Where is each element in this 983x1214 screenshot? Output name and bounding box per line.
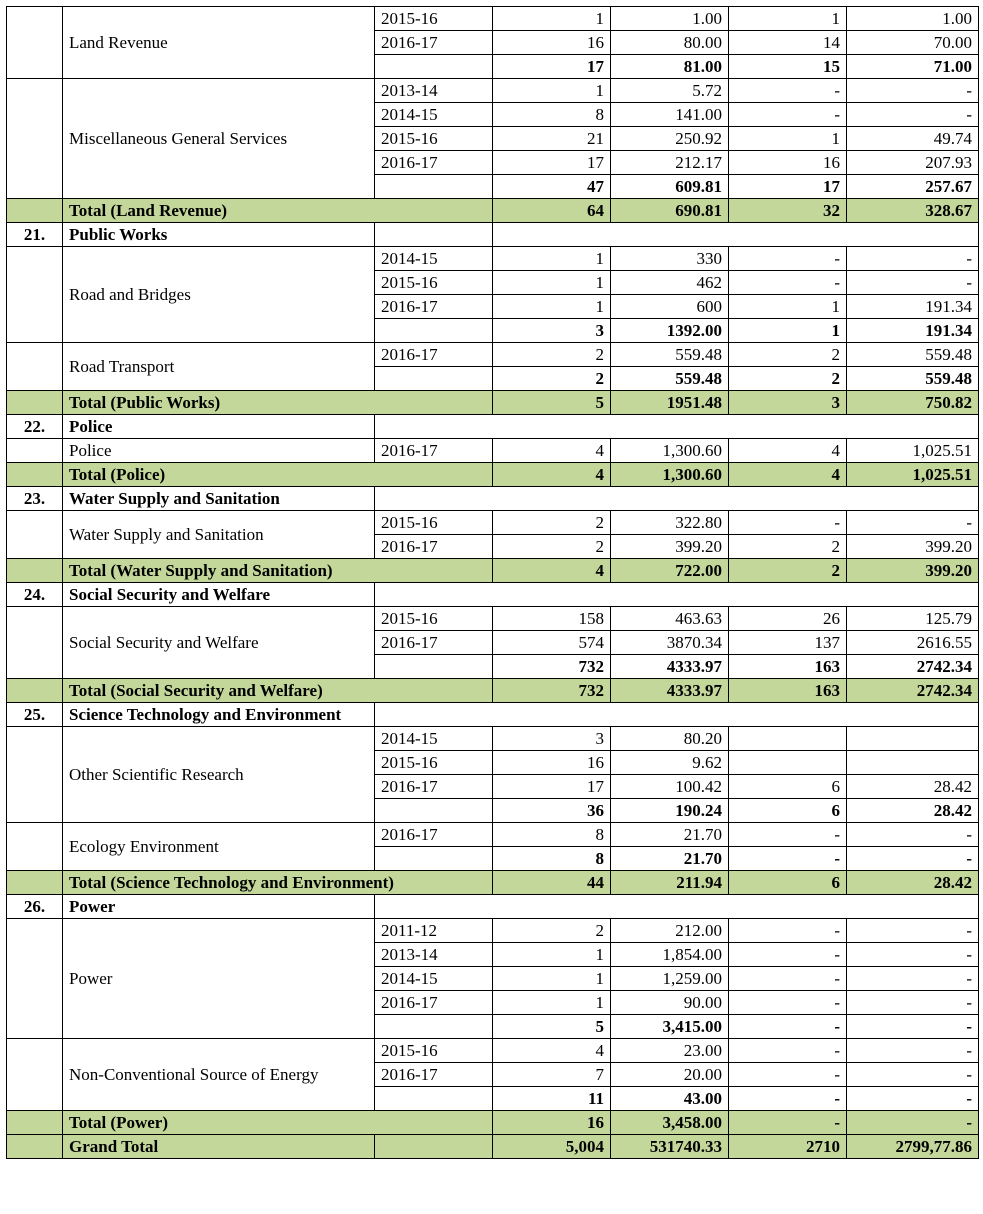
head-of-account: Land Revenue <box>63 7 375 79</box>
amount-cell: 1.00 <box>611 7 729 31</box>
empty-cell <box>375 487 493 511</box>
empty-cell <box>375 415 493 439</box>
settled-count: 6 <box>729 775 847 799</box>
year-cell: 2016-17 <box>375 31 493 55</box>
subtotal-value: - <box>847 847 979 871</box>
paras-count: 16 <box>493 31 611 55</box>
settled-amount: 1.00 <box>847 7 979 31</box>
total-value: 211.94 <box>611 871 729 895</box>
settled-count: - <box>729 103 847 127</box>
empty-cell <box>7 199 63 223</box>
table-row <box>7 7 979 31</box>
subtotal-value: 191.34 <box>847 319 979 343</box>
section-title: Public Works <box>63 223 375 247</box>
settled-count: 137 <box>729 631 847 655</box>
section-title: Water Supply and Sanitation <box>63 487 375 511</box>
settled-count: - <box>729 79 847 103</box>
paras-count: 17 <box>493 151 611 175</box>
empty-cell <box>493 415 979 439</box>
settled-count: 2 <box>729 535 847 559</box>
subtotal-value: 1392.00 <box>611 319 729 343</box>
subtotal-value: 11 <box>493 1087 611 1111</box>
index-cell <box>7 343 63 391</box>
subtotal-value: 609.81 <box>611 175 729 199</box>
total-value: 1951.48 <box>611 391 729 415</box>
empty-cell <box>375 319 493 343</box>
amount-cell: 21.70 <box>611 823 729 847</box>
subtotal-value: 3 <box>493 319 611 343</box>
amount-cell: 20.00 <box>611 1063 729 1087</box>
paras-count: 574 <box>493 631 611 655</box>
section-title: Power <box>63 895 375 919</box>
year-cell: 2015-16 <box>375 7 493 31</box>
empty-cell <box>375 895 493 919</box>
subtotal-value: 43.00 <box>611 1087 729 1111</box>
total-value: 2 <box>729 559 847 583</box>
table-row <box>7 727 979 751</box>
table-row <box>7 511 979 535</box>
section-total-row <box>7 199 979 223</box>
index-cell <box>7 7 63 79</box>
section-total-row <box>7 463 979 487</box>
table-body <box>7 7 979 1159</box>
settled-amount: 70.00 <box>847 31 979 55</box>
amount-cell: 90.00 <box>611 991 729 1015</box>
paras-count: 8 <box>493 103 611 127</box>
subtotal-value: - <box>729 1015 847 1039</box>
total-value: 32 <box>729 199 847 223</box>
amount-cell: 5.72 <box>611 79 729 103</box>
section-number: 21. <box>7 223 63 247</box>
settled-count: - <box>729 823 847 847</box>
year-cell: 2016-17 <box>375 343 493 367</box>
subtotal-value: 4333.97 <box>611 655 729 679</box>
head-of-account: Road Transport <box>63 343 375 391</box>
paras-count: 8 <box>493 823 611 847</box>
section-number: 23. <box>7 487 63 511</box>
grand-total-value: 5,004 <box>493 1135 611 1159</box>
paras-count: 1 <box>493 79 611 103</box>
empty-cell <box>375 55 493 79</box>
empty-cell <box>493 487 979 511</box>
table-row <box>7 607 979 631</box>
settled-amount: - <box>847 511 979 535</box>
index-cell <box>7 247 63 343</box>
year-cell: 2014-15 <box>375 247 493 271</box>
settled-amount: 125.79 <box>847 607 979 631</box>
head-of-account: Social Security and Welfare <box>63 607 375 679</box>
subtotal-value: 559.48 <box>611 367 729 391</box>
amount-cell: 322.80 <box>611 511 729 535</box>
total-value: - <box>847 1111 979 1135</box>
total-value: 732 <box>493 679 611 703</box>
settled-amount: 399.20 <box>847 535 979 559</box>
subtotal-value: 2742.34 <box>847 655 979 679</box>
empty-cell <box>493 223 979 247</box>
year-cell: 2014-15 <box>375 967 493 991</box>
year-cell: 2016-17 <box>375 439 493 463</box>
head-of-account: Miscellaneous General Services <box>63 79 375 199</box>
subtotal-value: 2 <box>493 367 611 391</box>
year-cell: 2014-15 <box>375 727 493 751</box>
year-cell: 2015-16 <box>375 751 493 775</box>
settled-amount: 207.93 <box>847 151 979 175</box>
year-cell: 2016-17 <box>375 991 493 1015</box>
total-value: 5 <box>493 391 611 415</box>
settled-count: - <box>729 1039 847 1063</box>
amount-cell: 1,854.00 <box>611 943 729 967</box>
paras-count: 2 <box>493 343 611 367</box>
total-value: 4 <box>493 463 611 487</box>
settled-amount: 28.42 <box>847 775 979 799</box>
index-cell <box>7 727 63 823</box>
settled-amount: - <box>847 943 979 967</box>
subtotal-value: - <box>847 1087 979 1111</box>
section-total-row <box>7 559 979 583</box>
total-value: 6 <box>729 871 847 895</box>
table-row <box>7 79 979 103</box>
year-cell: 2013-14 <box>375 79 493 103</box>
total-label: Total (Land Revenue) <box>63 199 493 223</box>
paras-count: 158 <box>493 607 611 631</box>
settled-amount: - <box>847 79 979 103</box>
total-value: 163 <box>729 679 847 703</box>
total-value: 750.82 <box>847 391 979 415</box>
settled-count: - <box>729 943 847 967</box>
paragraphs-table <box>6 6 979 1159</box>
section-title: Science Technology and Environment <box>63 703 375 727</box>
table-row <box>7 1039 979 1063</box>
paras-count: 1 <box>493 991 611 1015</box>
empty-cell <box>493 583 979 607</box>
table-row <box>7 919 979 943</box>
empty-cell <box>7 391 63 415</box>
settled-count: - <box>729 271 847 295</box>
amount-cell: 100.42 <box>611 775 729 799</box>
subtotal-value: 257.67 <box>847 175 979 199</box>
settled-count: 1 <box>729 7 847 31</box>
empty-cell <box>375 223 493 247</box>
grand-total-value: 2710 <box>729 1135 847 1159</box>
settled-amount: - <box>847 247 979 271</box>
settled-amount: - <box>847 919 979 943</box>
settled-amount: 49.74 <box>847 127 979 151</box>
paras-count: 2 <box>493 511 611 535</box>
head-of-account: Police <box>63 439 375 463</box>
settled-count: 1 <box>729 127 847 151</box>
section-number: 26. <box>7 895 63 919</box>
index-cell <box>7 607 63 679</box>
total-label: Total (Science Technology and Environment) <box>63 871 493 895</box>
section-total-row <box>7 391 979 415</box>
subtotal-value: 15 <box>729 55 847 79</box>
subtotal-value: - <box>729 1087 847 1111</box>
paras-count: 16 <box>493 751 611 775</box>
index-cell <box>7 79 63 199</box>
section-total-row <box>7 871 979 895</box>
settled-amount <box>847 727 979 751</box>
settled-count: - <box>729 967 847 991</box>
section-header-row <box>7 703 979 727</box>
empty-cell <box>375 799 493 823</box>
section-header-row <box>7 583 979 607</box>
total-value: 2742.34 <box>847 679 979 703</box>
empty-cell <box>375 703 493 727</box>
total-label: Total (Social Security and Welfare) <box>63 679 493 703</box>
paras-count: 1 <box>493 271 611 295</box>
amount-cell: 212.00 <box>611 919 729 943</box>
subtotal-value: 2 <box>729 367 847 391</box>
section-header-row <box>7 223 979 247</box>
settled-count <box>729 751 847 775</box>
empty-cell <box>375 583 493 607</box>
year-cell: 2016-17 <box>375 1063 493 1087</box>
grand-total-value: 531740.33 <box>611 1135 729 1159</box>
amount-cell: 80.00 <box>611 31 729 55</box>
subtotal-value: 47 <box>493 175 611 199</box>
paras-count: 7 <box>493 1063 611 1087</box>
year-cell: 2015-16 <box>375 127 493 151</box>
paras-count: 2 <box>493 535 611 559</box>
section-header-row <box>7 487 979 511</box>
total-value: 328.67 <box>847 199 979 223</box>
subtotal-value: 190.24 <box>611 799 729 823</box>
table-row <box>7 823 979 847</box>
year-cell: 2016-17 <box>375 295 493 319</box>
settled-amount <box>847 751 979 775</box>
subtotal-value: - <box>729 847 847 871</box>
year-cell: 2015-16 <box>375 607 493 631</box>
amount-cell: 330 <box>611 247 729 271</box>
empty-cell <box>375 1087 493 1111</box>
settled-amount: 191.34 <box>847 295 979 319</box>
subtotal-value: 3,415.00 <box>611 1015 729 1039</box>
table-row <box>7 247 979 271</box>
paras-count: 1 <box>493 967 611 991</box>
total-value: 399.20 <box>847 559 979 583</box>
settled-count: 4 <box>729 439 847 463</box>
total-value: 4 <box>493 559 611 583</box>
amount-cell: 212.17 <box>611 151 729 175</box>
grand-total-value: 2799,77.86 <box>847 1135 979 1159</box>
year-cell: 2016-17 <box>375 151 493 175</box>
empty-cell <box>375 175 493 199</box>
empty-cell <box>7 559 63 583</box>
paras-count: 4 <box>493 439 611 463</box>
section-total-row <box>7 1111 979 1135</box>
total-value: 722.00 <box>611 559 729 583</box>
paras-count: 17 <box>493 775 611 799</box>
amount-cell: 9.62 <box>611 751 729 775</box>
total-label: Total (Public Works) <box>63 391 493 415</box>
amount-cell: 399.20 <box>611 535 729 559</box>
head-of-account: Non-Conventional Source of Energy <box>63 1039 375 1111</box>
settled-count: - <box>729 1063 847 1087</box>
settled-count <box>729 727 847 751</box>
section-title: Police <box>63 415 375 439</box>
empty-cell <box>7 1111 63 1135</box>
empty-cell <box>7 463 63 487</box>
amount-cell: 463.63 <box>611 607 729 631</box>
head-of-account: Other Scientific Research <box>63 727 375 823</box>
amount-cell: 462 <box>611 271 729 295</box>
paras-count: 1 <box>493 7 611 31</box>
amount-cell: 250.92 <box>611 127 729 151</box>
head-of-account: Ecology Environment <box>63 823 375 871</box>
section-header-row <box>7 415 979 439</box>
grand-total-row <box>7 1135 979 1159</box>
amount-cell: 80.20 <box>611 727 729 751</box>
settled-count: - <box>729 919 847 943</box>
empty-cell <box>493 895 979 919</box>
year-cell: 2015-16 <box>375 1039 493 1063</box>
subtotal-value: 17 <box>493 55 611 79</box>
empty-cell <box>375 655 493 679</box>
subtotal-value: 732 <box>493 655 611 679</box>
total-value: 64 <box>493 199 611 223</box>
settled-amount: - <box>847 967 979 991</box>
year-cell: 2015-16 <box>375 271 493 295</box>
subtotal-value: 81.00 <box>611 55 729 79</box>
total-value: 4 <box>729 463 847 487</box>
amount-cell: 600 <box>611 295 729 319</box>
subtotal-value: 163 <box>729 655 847 679</box>
settled-count: 2 <box>729 343 847 367</box>
total-value: 1,300.60 <box>611 463 729 487</box>
empty-cell <box>375 367 493 391</box>
amount-cell: 1,259.00 <box>611 967 729 991</box>
year-cell: 2014-15 <box>375 103 493 127</box>
empty-cell <box>493 703 979 727</box>
empty-cell <box>375 1015 493 1039</box>
empty-cell <box>7 679 63 703</box>
subtotal-value: 17 <box>729 175 847 199</box>
subtotal-value: 5 <box>493 1015 611 1039</box>
settled-count: - <box>729 511 847 535</box>
settled-count: 14 <box>729 31 847 55</box>
total-value: 690.81 <box>611 199 729 223</box>
paras-count: 3 <box>493 727 611 751</box>
empty-cell <box>375 1135 493 1159</box>
amount-cell: 141.00 <box>611 103 729 127</box>
amount-cell: 559.48 <box>611 343 729 367</box>
section-title: Social Security and Welfare <box>63 583 375 607</box>
amount-cell: 1,300.60 <box>611 439 729 463</box>
section-number: 24. <box>7 583 63 607</box>
total-value: 44 <box>493 871 611 895</box>
settled-amount: - <box>847 103 979 127</box>
index-cell <box>7 439 63 463</box>
section-number: 22. <box>7 415 63 439</box>
grand-total-label: Grand Total <box>63 1135 375 1159</box>
settled-count: 1 <box>729 295 847 319</box>
total-value: 3,458.00 <box>611 1111 729 1135</box>
settled-amount: - <box>847 991 979 1015</box>
year-cell: 2016-17 <box>375 775 493 799</box>
index-cell <box>7 511 63 559</box>
empty-cell <box>7 1135 63 1159</box>
paras-count: 21 <box>493 127 611 151</box>
settled-amount: 2616.55 <box>847 631 979 655</box>
subtotal-value: 1 <box>729 319 847 343</box>
subtotal-value: 21.70 <box>611 847 729 871</box>
total-value: 4333.97 <box>611 679 729 703</box>
settled-count: - <box>729 247 847 271</box>
total-value: 3 <box>729 391 847 415</box>
year-cell: 2016-17 <box>375 535 493 559</box>
section-header-row <box>7 895 979 919</box>
settled-count: 26 <box>729 607 847 631</box>
settled-amount: - <box>847 1039 979 1063</box>
year-cell: 2016-17 <box>375 823 493 847</box>
settled-amount: - <box>847 271 979 295</box>
subtotal-value: 559.48 <box>847 367 979 391</box>
total-value: 1,025.51 <box>847 463 979 487</box>
year-cell: 2013-14 <box>375 943 493 967</box>
subtotal-value: 36 <box>493 799 611 823</box>
index-cell <box>7 919 63 1039</box>
section-number: 25. <box>7 703 63 727</box>
total-label: Total (Water Supply and Sanitation) <box>63 559 493 583</box>
total-value: 28.42 <box>847 871 979 895</box>
settled-amount: - <box>847 823 979 847</box>
empty-cell <box>375 847 493 871</box>
paras-count: 2 <box>493 919 611 943</box>
paras-count: 1 <box>493 295 611 319</box>
total-label: Total (Power) <box>63 1111 493 1135</box>
head-of-account: Water Supply and Sanitation <box>63 511 375 559</box>
settled-amount: - <box>847 1063 979 1087</box>
total-value: - <box>729 1111 847 1135</box>
year-cell: 2011-12 <box>375 919 493 943</box>
table-row <box>7 439 979 463</box>
settled-count: 16 <box>729 151 847 175</box>
total-value: 16 <box>493 1111 611 1135</box>
settled-count: - <box>729 991 847 1015</box>
amount-cell: 23.00 <box>611 1039 729 1063</box>
paras-count: 1 <box>493 943 611 967</box>
index-cell <box>7 823 63 871</box>
subtotal-value: 28.42 <box>847 799 979 823</box>
empty-cell <box>7 871 63 895</box>
section-total-row <box>7 679 979 703</box>
settled-amount: 559.48 <box>847 343 979 367</box>
settled-amount: 1,025.51 <box>847 439 979 463</box>
paras-count: 1 <box>493 247 611 271</box>
subtotal-value: 71.00 <box>847 55 979 79</box>
subtotal-value: 6 <box>729 799 847 823</box>
subtotal-value: - <box>847 1015 979 1039</box>
head-of-account: Power <box>63 919 375 1039</box>
year-cell: 2016-17 <box>375 631 493 655</box>
table-row <box>7 343 979 367</box>
index-cell <box>7 1039 63 1111</box>
total-label: Total (Police) <box>63 463 493 487</box>
subtotal-value: 8 <box>493 847 611 871</box>
amount-cell: 3870.34 <box>611 631 729 655</box>
head-of-account: Road and Bridges <box>63 247 375 343</box>
paras-count: 4 <box>493 1039 611 1063</box>
year-cell: 2015-16 <box>375 511 493 535</box>
